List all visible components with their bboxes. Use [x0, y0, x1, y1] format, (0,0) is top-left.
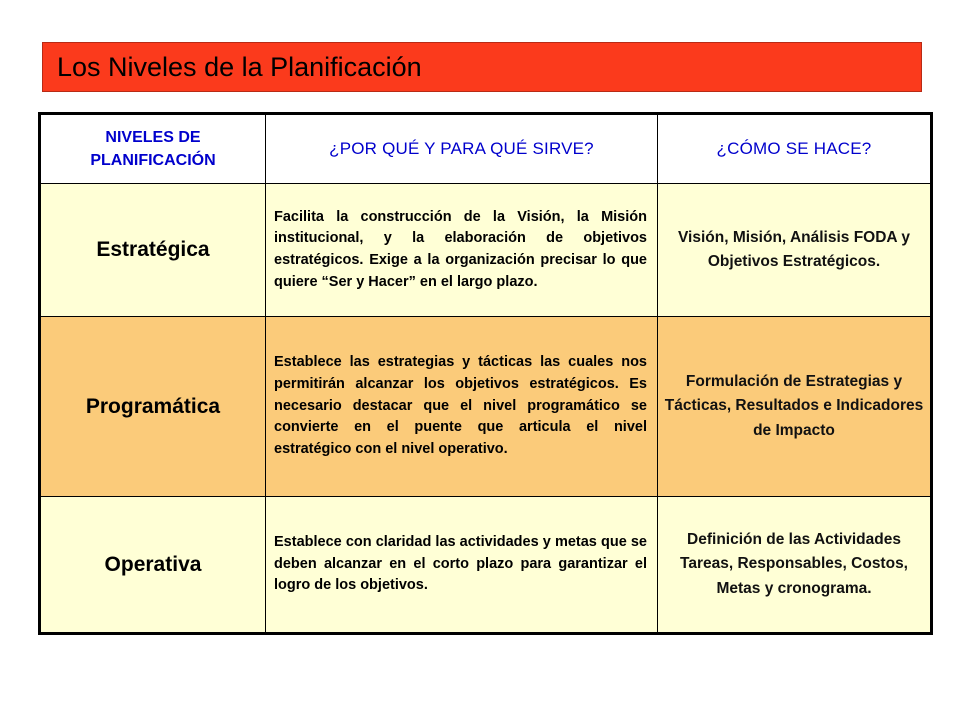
- planning-levels-table: [38, 112, 933, 635]
- table-row-estrategica: [40, 184, 932, 317]
- level-purpose: Establece con claridad las actividades y metas que se deben alcanzar en el corto plazo para garantizar el logro de los objetivos.: [266, 497, 658, 634]
- level-purpose: Establece las estrategias y tácticas las cuales nos permitirán alcanzar los objetivos estratégicos. Es necesario destacar que el nivel programático se convierte en el puente que articula el nivel estratégico con el nivel operativo.: [266, 317, 658, 497]
- page-title: Los Niveles de la Planificación: [57, 51, 422, 82]
- table-row-programatica: [40, 317, 932, 497]
- level-purpose: Facilita la construcción de la Visión, la Misión institucional, y la elaboración de objetivos estratégicos. Exige a la organización precisar lo que quiere “Ser y Hacer” en el largo plazo.: [266, 184, 658, 317]
- header-niveles-line2: PLANIFICACIÓN: [90, 152, 216, 169]
- page-title-bar: [42, 42, 922, 92]
- table-row-operativa: [40, 497, 932, 634]
- table-header-row: [40, 114, 932, 184]
- level-how: Visión, Misión, Análisis FODA y Objetivos Estratégicos.: [658, 184, 932, 317]
- level-how: Definición de las Actividades Tareas, Responsables, Costos, Metas y cronograma.: [658, 497, 932, 634]
- level-name: Operativa: [40, 497, 266, 634]
- header-niveles-line1: NIVELES DE: [105, 128, 201, 146]
- header-porque: ¿POR QUÉ Y PARA QUÉ SIRVE?: [266, 114, 658, 184]
- level-name: Estratégica: [40, 184, 266, 317]
- level-name: Programática: [40, 317, 266, 497]
- level-how: Formulación de Estrategias y Tácticas, Resultados e Indicadores de Impacto: [658, 317, 932, 497]
- header-niveles: [40, 114, 266, 184]
- header-como: ¿CÓMO SE HACE?: [658, 114, 932, 184]
